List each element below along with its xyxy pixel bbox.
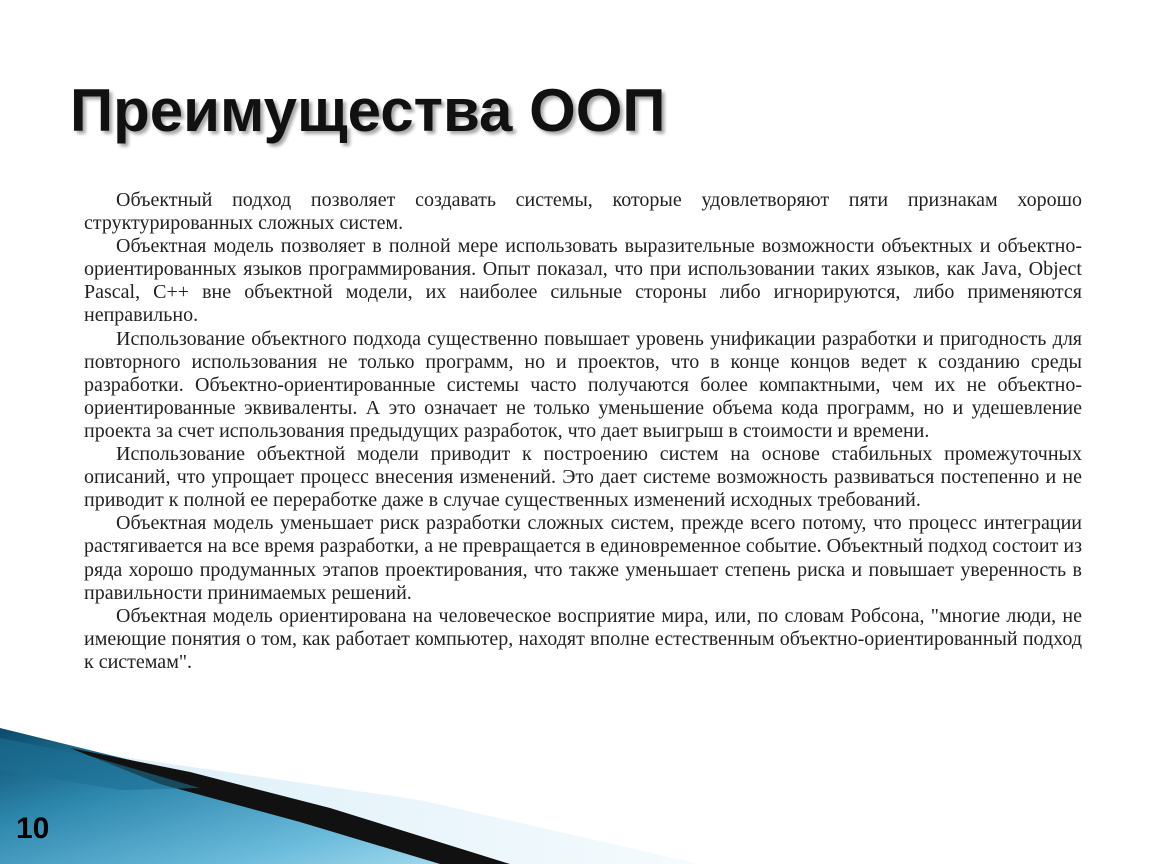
paragraph: Объектная модель ориентирована на человеческое восприятие мира, или, по словам Робсона, "многие люди, не имеющие понятия о том, как работает компьютер, находят вполне естественным объектно-ориентированный подход к системам". [84,604,1082,673]
page-number: 10 [16,812,50,845]
paragraph: Объектная модель позволяет в полной мере использовать выразительные возможности объектных и объектно-ориентированных языков программирования. Опыт показал, что при использовании таких языков, как Java, Object Pascal, С++ вне объектной модели, их наиболее сильные стороны либо игнорируются, либо применяются неправильно. [84,235,1082,327]
paragraph: Объектная модель уменьшает риск разработки сложных систем, прежде всего потому, что процесс интеграции растягивается на все время разработки, а не превращается в единовременное событие. Объектный подход состоит из ряда хорошо продуманных этапов проектирования, что также уменьшает степень риска и повышает уверенность в правильности принимаемых решений. [84,512,1082,604]
body-text [84,189,1082,674]
paragraph: Объектный подход позволяет создавать системы, которые удовлетворяют пяти признакам хорошо структурированных сложных систем. [84,189,1082,235]
paragraph: Использование объектной модели приводит к построению систем на основе стабильных промежуточных описаний, что упрощает процесс внесения изменений. Это дает системе возможность развиваться постепенно и не приводит к полной ее переработке даже в случае существенных изменений исходных требований. [84,443,1082,512]
paragraph: Использование объектного подхода существенно повышает уровень унификации разработки и пригодность для повторного использования не только программ, но и проектов, что в конце концов ведет к созданию среды разработки. Объектно-ориентированные системы часто получаются более компактными, чем их не объектно-ориентированные эквиваленты. А это означает не только уменьшение объема кода программ, но и удешевление проекта за счет использования предыдущих разработок, что дает выигрыш в стоимости и времени. [84,327,1082,442]
slide-title: Преимущества ООП [70,77,666,144]
